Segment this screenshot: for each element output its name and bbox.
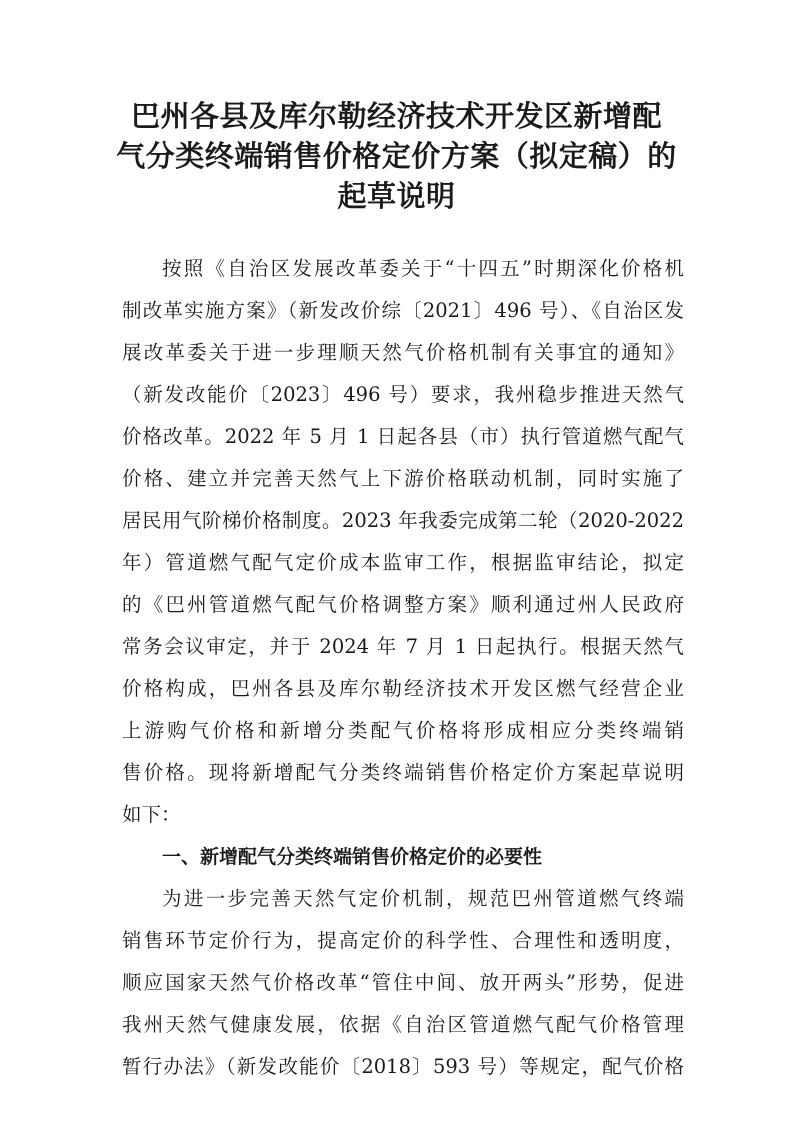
text-line: 价格、建立并完善天然气上下游价格联动机制，同时实施了 (122, 467, 684, 490)
text-line: 居民用气阶梯价格制度。2023 年我委完成第二轮（2020-2022 (122, 509, 684, 532)
text-line: 顺应国家天然气价格改革“管住中间、放开两头”形势，促进 (122, 971, 684, 994)
paragraph-2 (122, 878, 684, 1088)
text-line: 暂行办法》（新发改能价〔2018〕593 号）等规定，配气价格 (122, 1055, 684, 1078)
title-line: 巴州各县及库尔勒经济技术开发区新增配 (130, 99, 662, 133)
text-line: 的《巴州管道燃气配气价格调整方案》顺利通过州人民政府 (122, 593, 684, 616)
paragraph-1 (122, 248, 684, 836)
text-line: （新发改能价〔2023〕496 号）要求，我州稳步推进天然气 (122, 383, 684, 406)
text-line: 常务会议审定，并于 2024 年 7 月 1 日起执行。根据天然气 (122, 635, 684, 658)
text-line: 制改革实施方案》（新发改价综〔2021〕496 号）、《自治区发 (122, 299, 684, 322)
section-heading: 一、新增配气分类终端销售价格定价的必要性 (162, 846, 543, 868)
text-line: 上游购气价格和新增分类配气价格将形成相应分类终端销 (122, 719, 684, 742)
title-line: 起草说明 (337, 179, 456, 213)
text-line: 展改革委关于进一步理顺天然气价格机制有关事宜的通知》 (122, 341, 684, 364)
document-body (122, 248, 684, 1088)
text-line: 我州天然气健康发展，依据《自治区管道燃气配气价格管理 (122, 1013, 684, 1036)
text-line: 年）管道燃气配气定价成本监审工作，根据监审结论，拟定 (122, 551, 684, 574)
text-line: 销售环节定价行为，提高定价的科学性、合理性和透明度， (122, 929, 684, 952)
text-line: 售价格。现将新增配气分类终端销售价格定价方案起草说明 (122, 761, 684, 784)
document-title (110, 96, 683, 216)
text-line: 如下： (122, 803, 181, 826)
text-line: 价格改革。2022 年 5 月 1 日起各县（市）执行管道燃气配气 (122, 425, 684, 448)
text-line: 为进一步完善天然气定价机制，规范巴州管道燃气终端 (162, 887, 684, 910)
title-line: 气分类终端销售价格定价方案（拟定稿）的 (116, 139, 677, 173)
text-line: 价格构成，巴州各县及库尔勒经济技术开发区燃气经营企业 (122, 677, 684, 700)
text-line: 按照《自治区发展改革委关于“十四五”时期深化价格机 (162, 257, 684, 280)
